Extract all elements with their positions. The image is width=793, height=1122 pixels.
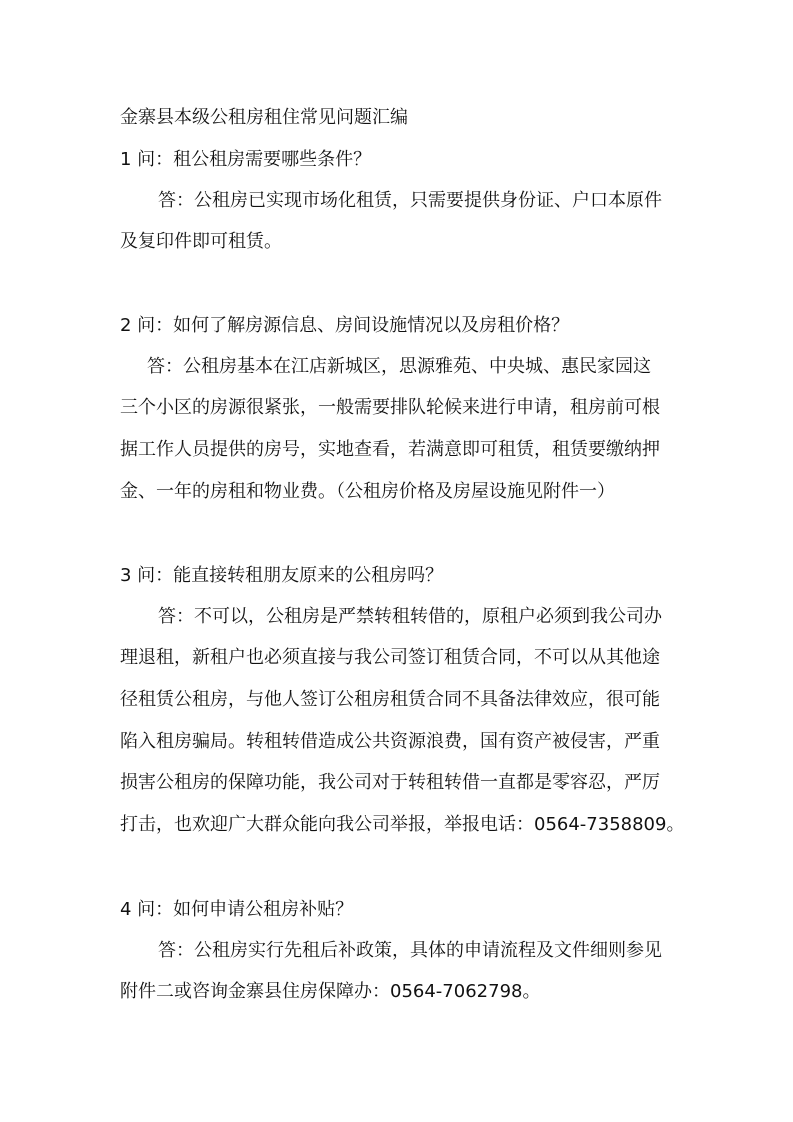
answer-2-line-3: 据工作人员提供的房号，实地查看，若满意即可租赁，租赁要缴纳押	[120, 439, 660, 460]
document-title: 金寨县本级公租房租住常见问题汇编	[120, 107, 408, 128]
answer-2-line-2: 三个小区的房源很紧张，一般需要排队轮候来进行申请，租房前可根	[120, 397, 660, 418]
answer-4-line-1: 答：公租房实行先租后补政策，具体的申请流程及文件细则参见	[158, 940, 662, 961]
question-3: 3 问：能直接转租朋友原来的公租房吗？	[120, 565, 444, 586]
answer-3-line-2: 理退租，新租户也必须直接与我公司签订租赁合同，不可以从其他途	[120, 647, 660, 668]
answer-3-line-6: 打击，也欢迎广大群众能向我公司举报，举报电话：0564-7358809。	[120, 814, 685, 835]
answer-2-line-1: 答：公租房基本在江店新城区，思源雅苑、中央城、惠民家园这	[147, 356, 651, 377]
answer-3-line-5: 损害公租房的保障功能，我公司对于转租转借一直都是零容忍，严厉	[120, 772, 660, 793]
answer-3-line-3: 径租赁公租房，与他人签订公租房租赁合同不具备法律效应，很可能	[120, 689, 660, 710]
answer-4-line-2: 附件二或咨询金寨县住房保障办：0564-7062798。	[120, 981, 541, 1002]
answer-3-line-1: 答：不可以，公租房是严禁转租转借的，原租户必须到我公司办	[158, 606, 662, 627]
answer-1-line-2: 及复印件即可租赁。	[120, 231, 282, 252]
question-1: 1 问：租公租房需要哪些条件？	[120, 149, 372, 170]
question-2: 2 问：如何了解房源信息、房间设施情况以及房租价格？	[120, 315, 570, 336]
question-4: 4 问：如何申请公租房补贴？	[120, 899, 354, 920]
answer-1-line-1: 答：公租房已实现市场化租赁，只需要提供身份证、户口本原件	[158, 190, 662, 211]
answer-3-line-4: 陷入租房骗局。转租转借造成公共资源浪费，国有资产被侵害，严重	[120, 731, 660, 752]
answer-2-line-4: 金、一年的房租和物业费。（公租房价格及房屋设施见附件一）	[120, 481, 615, 502]
